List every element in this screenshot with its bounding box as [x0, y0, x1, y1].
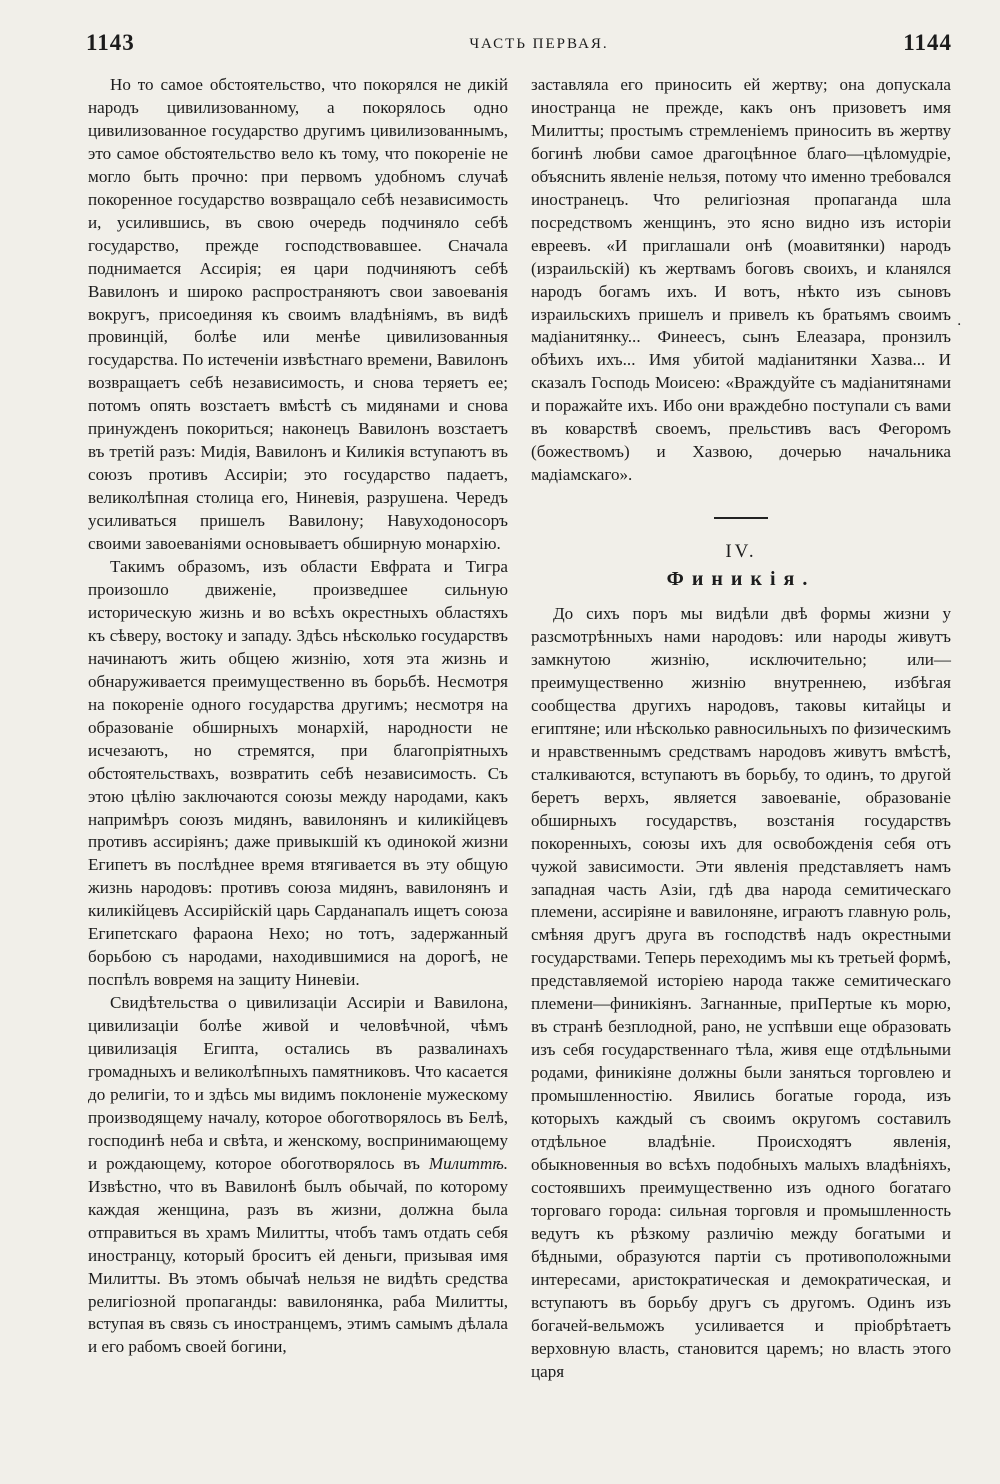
paragraph: Но то самое обстоятельство, что покорялся не дикій народъ цивилизованному, а покорялось одно цивилизованное государство другимъ цивилизованнымъ, это самое обстоятельство вело къ тому, что покореніе не могло быть прочно: при первомъ удобномъ случаѣ покоренное государство возвращало себѣ независимость и, усилившись, въ свою очередь подчиняло себѣ государство, прежде господствовавшее. Сначала поднимается Ассирія; ея цари подчиняютъ себѣ Вавилонъ и широко распространяютъ свои завоеванія вокругъ, присоединяя къ своимъ владѣніямъ, въ видѣ провинцій, болѣе или менѣе цивилизованныя государства. По истеченіи извѣстнаго времени, Вавилонъ возвращаетъ себѣ независимость, и снова теряетъ ее; потомъ опять возстаетъ вмѣстѣ съ мидянами и снова принужденъ покориться; наконецъ Вавилонъ возстаетъ въ третій разъ: Мидія, Вавилонъ и Киликія вступаютъ въ союзъ противъ Ассиріи; это государство падаетъ, великолѣпная столица его, Ниневія, разрушена. Чередъ усиливаться пришелъ Вавилону; Навуходоносоръ своими завоеваніями основываетъ обширную монархію. [88, 75, 508, 554]
paragraph-continuation: заставляла его приносить ей жертву; она допускала иностранца не прежде, какъ онъ призоветъ имя Милитты; простымъ стремленіемъ приносить въ жертву богинѣ любви самое драгоцѣнное благо—цѣломудріе, объяснить явленіе нельзя, потому что именно требовался иностранецъ. Что религіозная пропаганда шла посредствомъ женщинъ, это ясно видно изъ исторіи евреевъ. «И приглашали онѣ (моавитянки) народъ (израильскій) къ жертвамъ боговъ своихъ, и кланялся народъ богамъ ихъ. И вотъ, нѣкто изъ сыновъ израильскихъ пришелъ и привелъ къ братьямъ своимъ мадіанитянку... Финеесъ, сынъ Елеазара, пронзилъ обѣихъ ихъ... Имя убитой мадіанитянки Хазва... И сказалъ Господь Моисею: «Враждуйте съ мадіанитянами и поражайте ихъ. Ибо они враждебно поступали съ вами въ коварствѣ своемъ, прельстивъ васъ Фегоромъ (божествомъ) и Хазвою, дочерью начальника мадіамскаго». [531, 75, 951, 485]
running-title [86, 36, 952, 53]
right-column [531, 74, 951, 1383]
left-column [88, 74, 508, 1359]
page-number-right: 1144 [903, 30, 952, 55]
section-number: IV. [725, 541, 757, 563]
paragraph: До сихъ поръ мы видѣли двѣ формы жизни у разсмотрѣнныхъ нами народовъ: или народы живутъ замкнутою жизнію, исключительно; или—преимущественно жизнію внутреннею, избѣгая сообщества другихъ народовъ, таковы китайцы и египтяне; или нѣсколько равносильныхъ по физическимъ и нравственнымъ средствамъ народовъ живутъ вмѣстѣ, сталкиваются, вступаютъ въ борьбу, то одинъ, то другой беретъ верхъ, является завоеваніе, образованіе обширныхъ государствъ, возстанія государствъ покоренныхъ, союзы ихъ для освобожденія себя отъ чужой зависимости. Эти явленія представляетъ намъ западная часть Азіи, гдѣ два народа семитическаго племени, ассиріяне и вавилоняне, играютъ главную роль, смѣняя другъ друга въ господствѣ надъ окрестными государствами. Теперь переходимъ мы къ третьей формѣ, представляемой исторіею народа также семитическаго племени—финикіянъ. Загнанные, приПертые къ морю, въ странѣ безплодной, рано, не успѣвши еще образовать изъ себя государственнаго тѣла, живя еще отдѣльными родами, финикіяне должны были заняться торговлею и промышленностію. Явились богатые города, изъ которыхъ каждый съ своимъ округомъ составилъ отдѣльное владѣніе. Происходятъ явленія, обыкновенныя во всѣхъ подобныхъ малыхъ владѣніяхъ, состоявшихъ преимущественно изъ одного богатаго торговаго города: сильная торговля и промышленность ведутъ къ рѣзкому различію между богатыми и бѣдными, образуются партіи съ противоположными интересами, аристократическая и демократическая, и вступаютъ въ борьбу другъ съ другомъ. Одинъ изъ богачей-вельможъ усиливается и пріобрѣтаетъ верховную власть, становится царемъ; но власть этого царя [531, 604, 951, 1381]
margin-mark: · [957, 317, 962, 333]
paragraph [88, 992, 508, 1359]
italic-term: Милиттѣ. [428, 1153, 508, 1173]
section-title: Финикія. [666, 568, 816, 591]
section-divider [714, 517, 768, 519]
paragraph-text: Свидѣтельства о цивилизаціи Ассиріи и Вавилона, цивилизаціи болѣе живой и человѣчной, чѣмъ цивилизація Египта, остались въ развалинахъ громадныхъ и великолѣпныхъ памятниковъ. Что касается до религіи, то и здѣсь мы видимъ поклоненіе мужескому производящему началу, которое обоготворялось въ Белѣ, господинѣ неба и свѣта, и женскому, воспринимающему и рождающему, которое обоготворялось въ [88, 993, 508, 1173]
paragraph-text: Извѣстно, что въ Вавилонѣ былъ обычай, по которому каждая женщина, разъ въ жизни, должна была отправиться въ храмъ Милитты, чтобъ тамъ отдать себя иностранцу, который броситъ ей деньги, призывая имя Милитты. Въ этомъ обычаѣ нельзя не видѣть средства религіозной пропаганды: вавилонянка, раба Милитты, вступая въ связь съ иностранцемъ, этимъ самымъ дѣлала и его рабомъ своей богини, [88, 1176, 508, 1357]
page-number-left: 1143 [86, 30, 135, 55]
running-title-text: ЧАСТЬ ПЕРВАЯ. [469, 36, 609, 52]
page-header [86, 30, 952, 64]
paragraph: Такимъ образомъ, изъ области Евфрата и Тигра произошло движеніе, произведшее сильную историческую жизнь и во всѣхъ окрестныхъ областяхъ къ сѣверу, востоку и западу. Здѣсь нѣсколько государствъ начинаютъ жить общею жизнію, хотя эта жизнь и обнаруживается преимущественно въ борьбѣ. Несмотря на покореніе одного государства другимъ; несмотря на образованіе обширныхъ монархій, народности не исчезаютъ, но стремятся, при благопріятныхъ обстоятельствахъ, возвратить себѣ независимость. Съ этою цѣлію заключаются союзы между народами, какъ напримѣръ союзъ мидянъ, вавилонянъ и киликійцевъ противъ ассиріянъ; даже привыкшій къ одинокой жизни Египетъ въ послѣднее время втягивается въ эту общую жизнь народовъ: противъ союза мидянъ, вавилонянъ и киликійцевъ Ассирійскій царь Сарданапалъ ищетъ союза Египетскаго фараона Нехо; но тотъ, задержанный борьбою съ народами, находившимися на дорогѣ, не поспѣлъ вовремя на защиту Ниневіи. [88, 557, 508, 990]
